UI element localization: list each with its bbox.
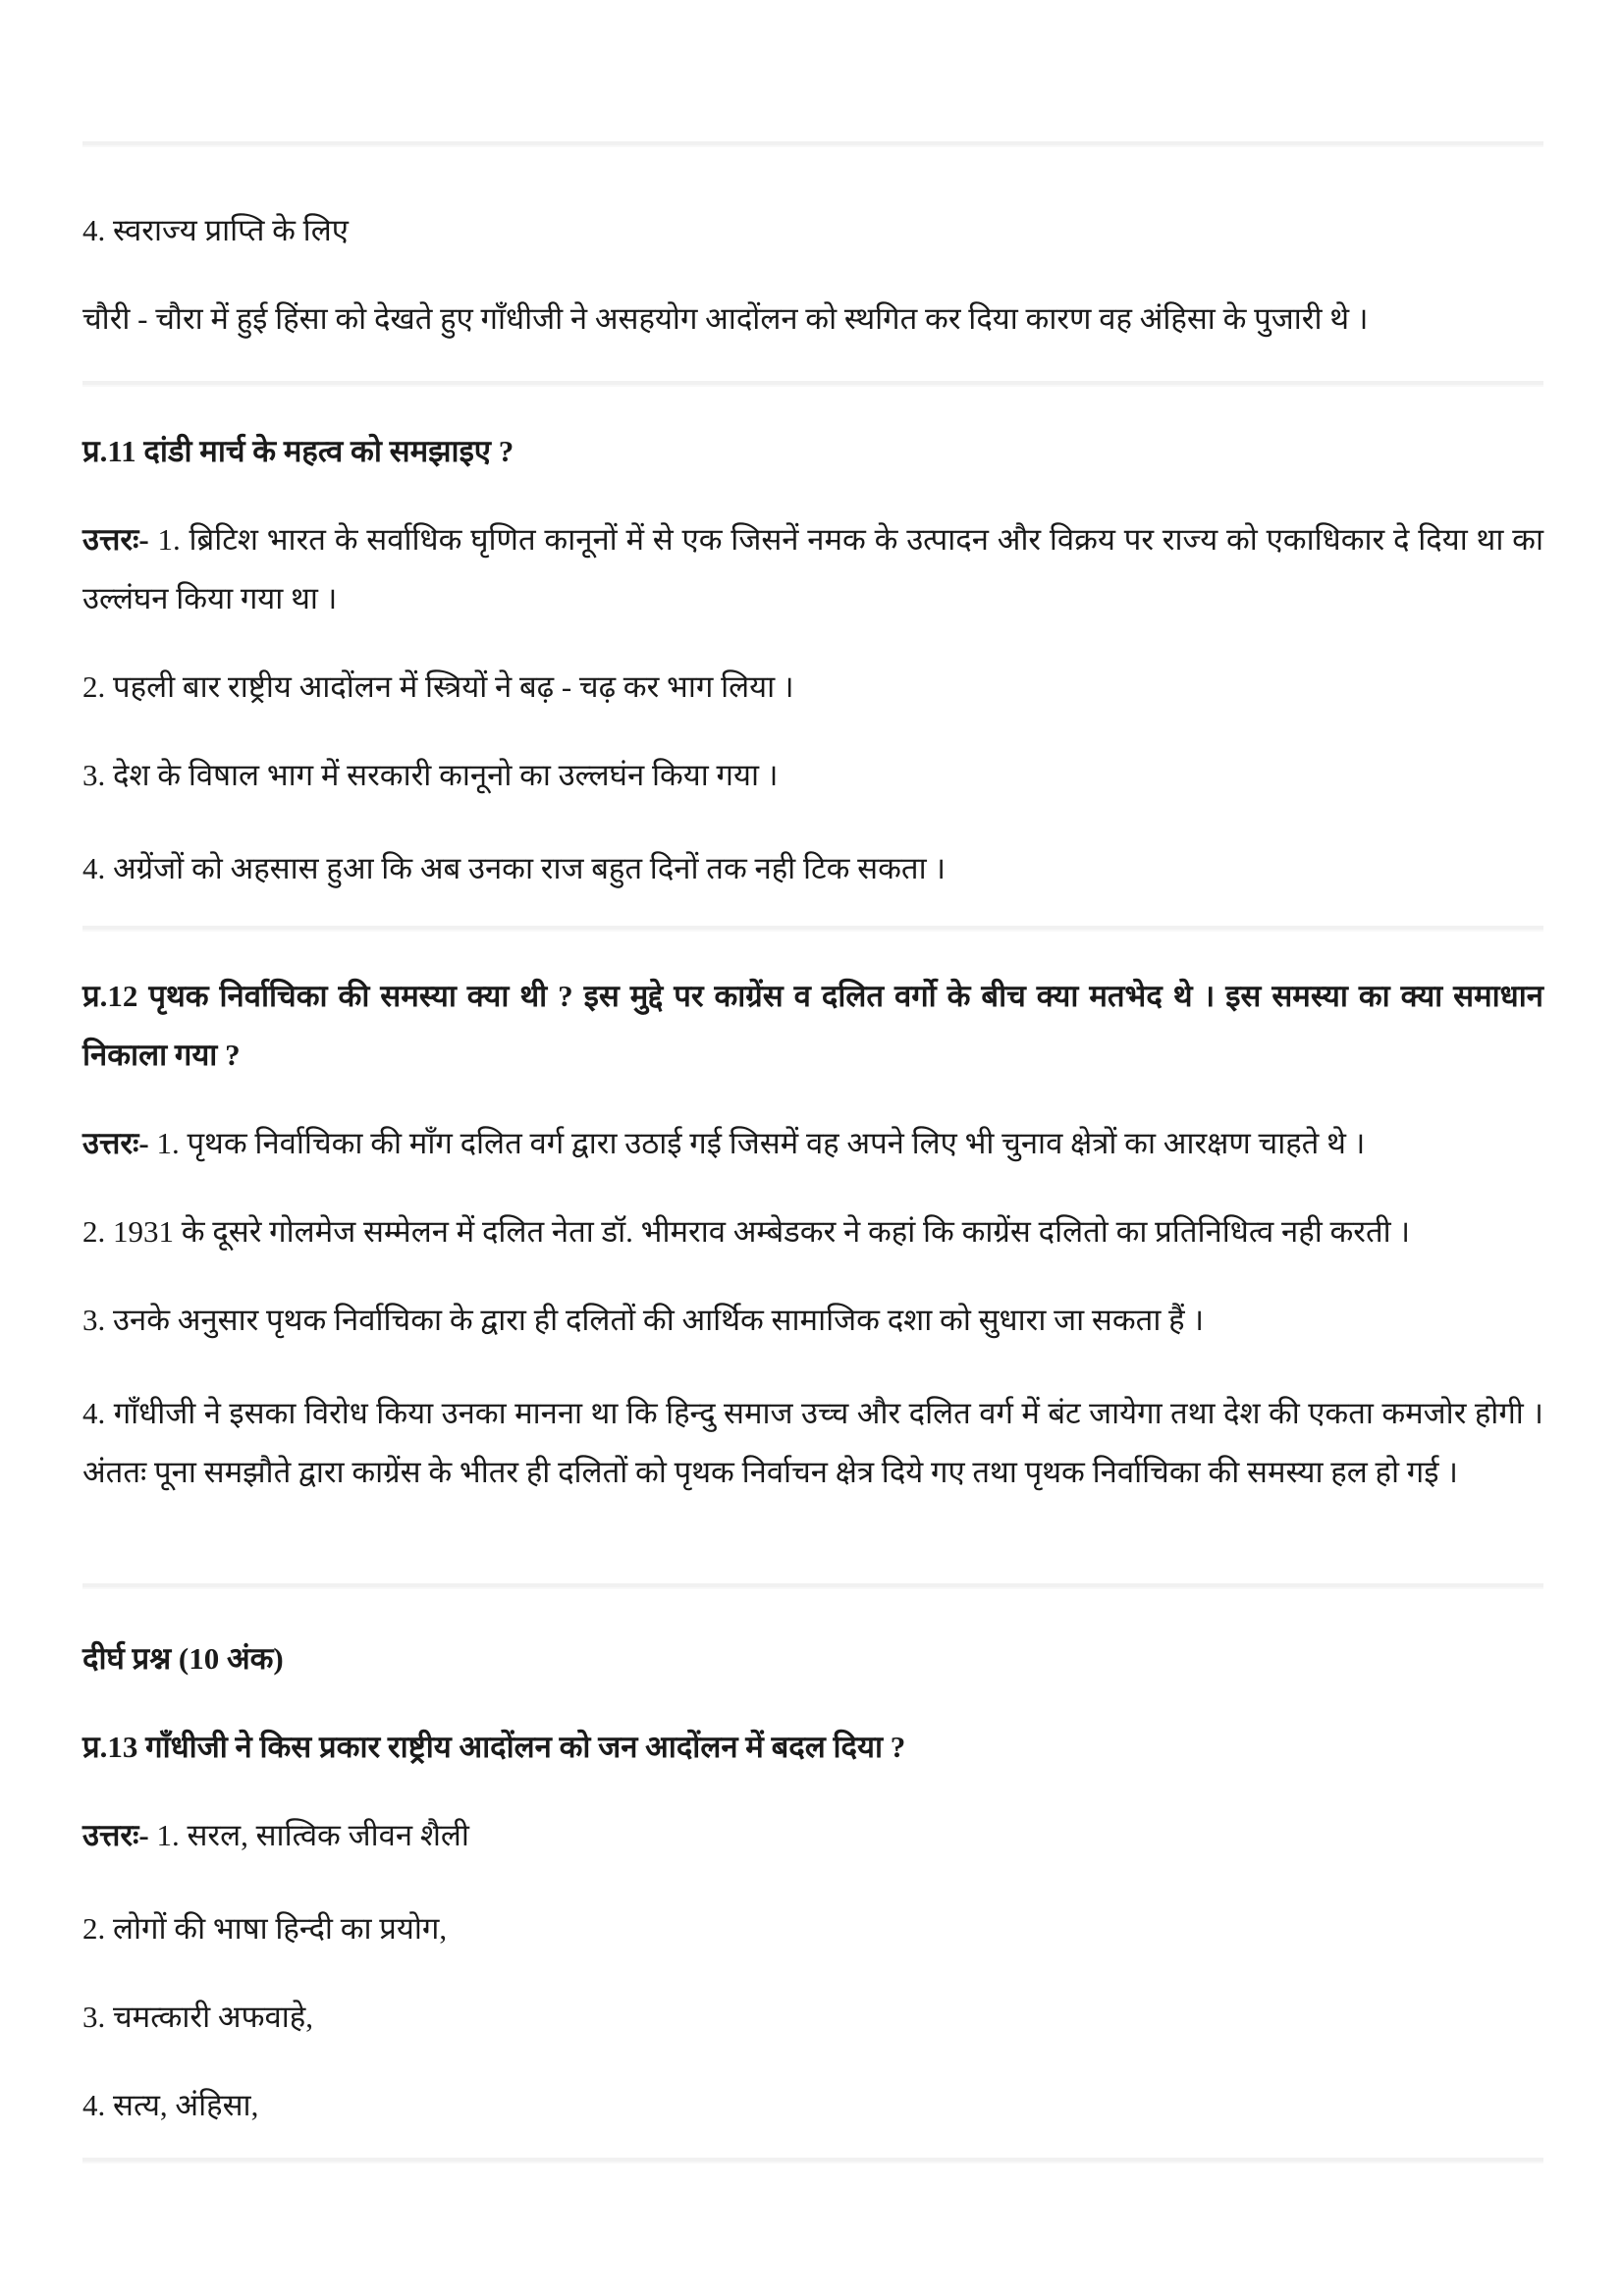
answer-item: 3. उनके अनुसार पृथक निर्वाचिका के द्वारा ही दलितों की आर्थिक सामाजिक दशा को सुधारा जा सकता हैं । (82, 1303, 1205, 1337)
section-divider (82, 2158, 1543, 2163)
answer-label: उत्तरः- (82, 1818, 157, 1852)
section-divider (82, 926, 1543, 932)
answer-item: 2. 1931 के दूसरे गोलमेज सम्मेलन में दलित नेता डॉ. भीमराव अम्बेडकर ने कहां कि काग्रेंस दलितो का प्रतिनिधित्व नही करती । (82, 1214, 1411, 1249)
section-divider (82, 141, 1543, 147)
answer-item: 2. लोगों की भाषा हिन्दी का प्रयोग, (82, 1911, 448, 1946)
answer-item: 2. पहली बार राष्ट्रीय आदोंलन में स्त्रियों ने बढ़ - चढ़ कर भाग लिया । (82, 669, 794, 704)
paragraph: चौरी - चौरा में हुई हिंसा को देखते हुए गाँधीजी ने असहयोग आदोंलन को स्थगित कर दिया कारण वह अंहिसा के पुजारी थे । (82, 301, 1369, 336)
section-divider (82, 1583, 1543, 1589)
question-heading: प्र.11 दांडी मार्च के महत्व को समझाइए ? (82, 434, 514, 468)
answer-label: उत्तरः- (82, 1126, 157, 1160)
question-heading: प्र.13 गाँधीजी ने किस प्रकार राष्ट्रीय आदोंलन को जन आदोंलन में बदल दिया ? (82, 1730, 906, 1764)
answer-item: 4. अग्रेंजों को अहसास हुआ कि अब उनका राज बहुत दिनों तक नही टिक सकता । (82, 851, 947, 885)
answer-item (82, 510, 1543, 628)
list-item: 4. स्वराज्य प्राप्ति के लिए (82, 213, 349, 247)
question-heading: प्र.12 पृथक निर्वाचिका की समस्या क्या थी ? इस मुद्दे पर काग्रेंस व दलित वर्गो के बीच क्या मतभेद थे । इस समस्या का क्या समाधान निकाला गया ? (82, 979, 1543, 1072)
answer-item: 3. देश के विषाल भाग में सरकारी कानूनो का उल्लघंन किया गया । (82, 758, 779, 792)
section-divider (82, 381, 1543, 387)
answer-item: 4. सत्य, अंहिसा, (82, 2088, 259, 2122)
section-heading: दीर्घ प्रश्न (10 अंक) (82, 1641, 284, 1676)
answer-text: 1. पृथक निर्वाचिका की माँग दलित वर्ग द्वारा उठाई गई जिसमें वह अपने लिए भी चुनाव क्षेत्रों का आरक्षण चाहते थे । (156, 1126, 1366, 1160)
answer-item (82, 1806, 1543, 1865)
answer-item: 4. गाँधीजी ने इसका विरोध किया उनका मानना था कि हिन्दु समाज उच्च और दलित वर्ग में बंट जायेगा तथा देश की एकता कमजोर होगी । अंततः पूना समझौते द्वारा काग्रेंस के भीतर ही दलितों को पृथक निर्वाचन क्षेत्र दिये गए तथा पृथक निर्वाचिका की समस्या हल हो गई । (82, 1396, 1543, 1489)
answer-item: 3. चमत्कारी अफवाहे, (82, 2000, 313, 2034)
answer-item (82, 1114, 1543, 1173)
answer-text: 1. सरल, सात्विक जीवन शैली (156, 1818, 469, 1852)
answer-text: 1. ब्रिटिश भारत के सर्वाधिक घृणित कानूनों में से एक जिसनें नमक के उत्पादन और विक्रय पर राज्य को एकाधिकार दे दिया था का उल्लंघन किया गया था । (82, 522, 1543, 615)
answer-label: उत्तरः- (82, 522, 158, 557)
